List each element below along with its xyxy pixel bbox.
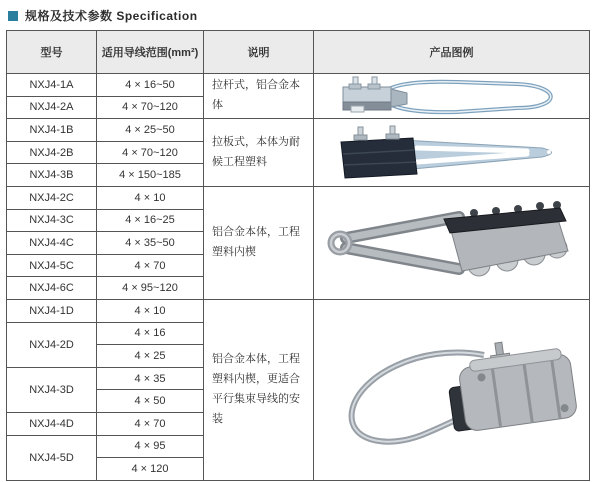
range-cell: 4 × 35 [97,367,204,390]
model-cell: NXJ4-3B [7,164,97,187]
product-image-cell [314,299,590,480]
section-title [0,0,600,30]
header-row [7,31,590,74]
model-cell: NXJ4-2C [7,186,97,209]
model-cell: NXJ4-2D [7,322,97,367]
range-cell: 4 × 95 [97,435,204,458]
product-photo-plate-clamp [327,124,577,182]
range-cell: 4 × 10 [97,186,204,209]
table-row [7,119,590,142]
range-cell: 4 × 16~25 [97,209,204,232]
col-header-product-image: 产品图例 [314,31,590,74]
product-photo-rod-clamp [327,75,577,118]
model-cell: NXJ4-5C [7,254,97,277]
col-header-description: 说明 [204,31,314,74]
model-cell: NXJ4-2A [7,96,97,119]
description-cell: 拉板式，本体为耐候工程塑料 [204,119,314,187]
product-photo-wedge-clamp [324,193,579,293]
table-row [7,74,590,97]
page-title: 规格及技术参数 Specification [25,9,198,23]
range-cell: 4 × 150~185 [97,164,204,187]
description-cell: 铝合金本体，工程塑料内楔 [204,186,314,299]
range-cell: 4 × 70 [97,254,204,277]
col-header-model: 型号 [7,31,97,74]
description-cell: 拉杆式，铝合金本体 [204,74,314,119]
range-cell: 4 × 70~120 [97,141,204,164]
range-cell: 4 × 70 [97,412,204,435]
range-cell: 4 × 35~50 [97,232,204,255]
range-cell: 4 × 120 [97,458,204,481]
table-row [7,299,590,322]
range-cell: 4 × 10 [97,299,204,322]
model-cell: NXJ4-5D [7,435,97,480]
model-cell: NXJ4-1A [7,74,97,97]
range-cell: 4 × 16~50 [97,74,204,97]
model-cell: NXJ4-6C [7,277,97,300]
product-photo-bail-loop-clamp [324,315,579,465]
model-cell: NXJ4-1B [7,119,97,142]
model-cell: NXJ4-4C [7,232,97,255]
spec-table [6,30,590,481]
description-cell: 铝合金本体，工程塑料内楔，更适合平行集束导线的安装 [204,299,314,480]
model-cell: NXJ4-3D [7,367,97,412]
product-image-cell [314,186,590,299]
product-image-cell [314,74,590,119]
range-cell: 4 × 25~50 [97,119,204,142]
product-image-cell [314,119,590,187]
range-cell: 4 × 50 [97,390,204,413]
model-cell: NXJ4-2B [7,141,97,164]
section-bullet-icon [8,11,18,21]
range-cell: 4 × 16 [97,322,204,345]
table-row [7,186,590,209]
model-cell: NXJ4-3C [7,209,97,232]
range-cell: 4 × 70~120 [97,96,204,119]
model-cell: NXJ4-4D [7,412,97,435]
range-cell: 4 × 25 [97,345,204,368]
model-cell: NXJ4-1D [7,299,97,322]
range-cell: 4 × 95~120 [97,277,204,300]
col-header-conductor-range: 适用导线范围(mm²) [97,31,204,74]
